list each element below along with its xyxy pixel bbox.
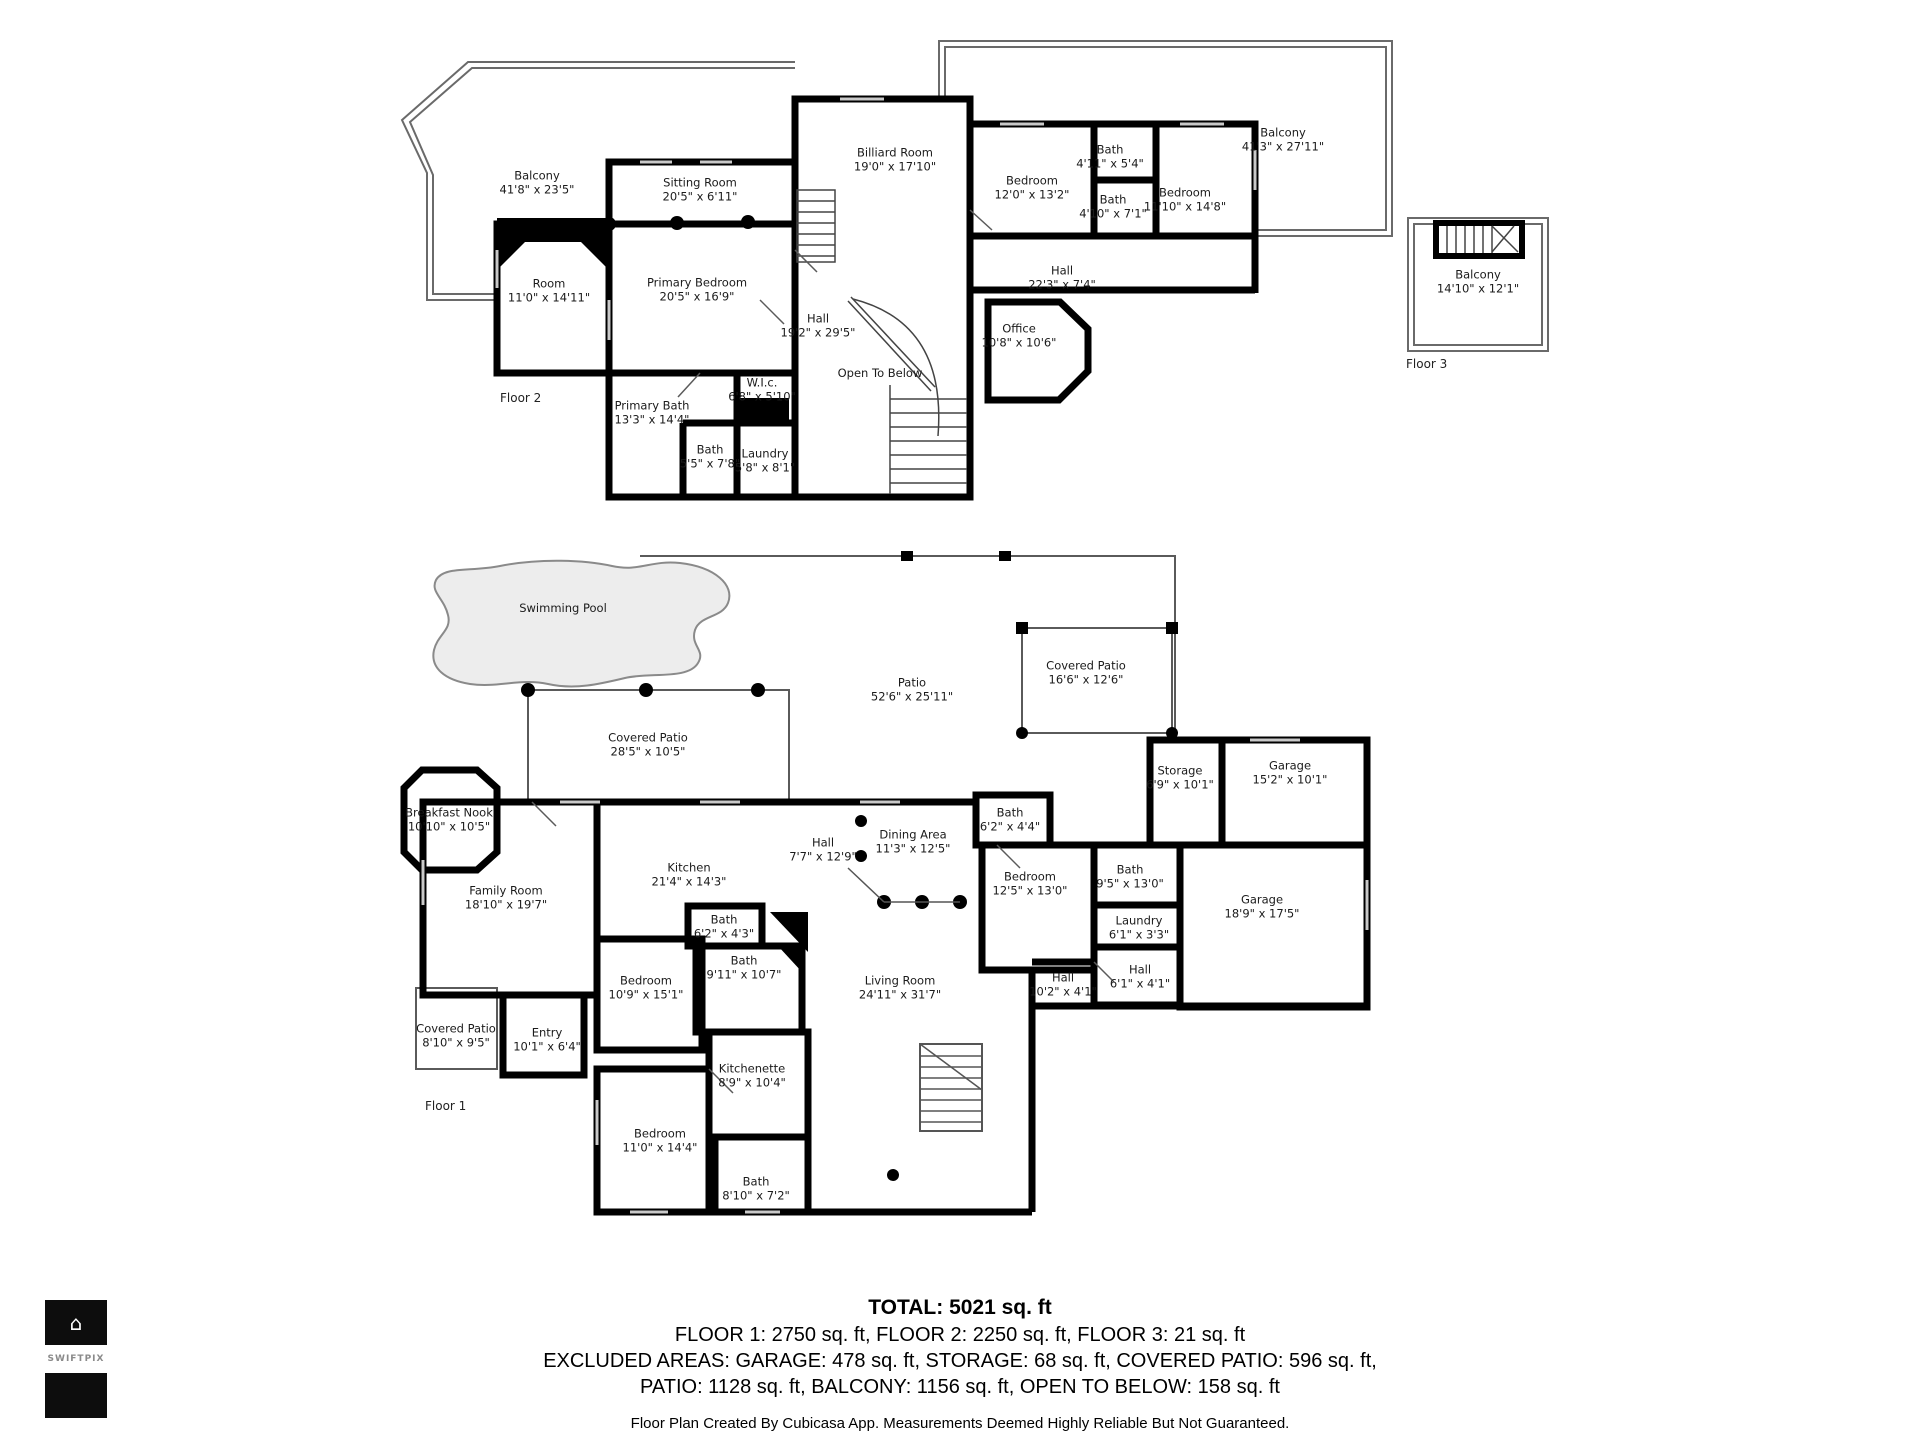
room-label: Living Room 24'11" x 31'7" [858, 973, 942, 1002]
room-label: Room 11'0" x 14'11" [507, 276, 591, 305]
room-label: Family Room 18'10" x 19'7" [464, 883, 548, 912]
room-label: Bedroom 10'9" x 15'1" [608, 973, 684, 1002]
total-area-text: TOTAL: 5021 sq. ft [868, 1296, 1052, 1319]
room-label: Sitting Room 20'5" x 6'11" [662, 175, 738, 204]
room-label: Patio 52'6" x 25'11" [870, 675, 954, 704]
area-summary [543, 1296, 1377, 1432]
room-label: Garage 18'9" x 17'5" [1224, 892, 1300, 921]
room-label: Bath 9'11" x 10'7" [706, 953, 782, 982]
room-label: Bath 5'5" x 7'8" [679, 442, 741, 471]
room-label: Storage 6'9" x 10'1" [1146, 763, 1214, 792]
room-label: Covered Patio 16'6" x 12'6" [1046, 658, 1126, 687]
floor3-outline [1408, 218, 1548, 351]
floor-tag: Floor 3 [1406, 357, 1448, 371]
room-label: Primary Bedroom 20'5" x 16'9" [646, 275, 748, 304]
room-label: Balcony 41'8" x 23'5" [499, 168, 575, 197]
room-label: Hall 10'2" x 4'1" [1029, 970, 1097, 999]
house-icon: ⌂ [69, 1310, 83, 1335]
excluded-areas-text-2: PATIO: 1128 sq. ft, BALCONY: 1156 sq. ft, OPEN TO BELOW: 158 sq. ft [640, 1376, 1280, 1398]
room-label: Primary Bath 13'3" x 14'4" [614, 398, 690, 427]
room-label: Hall 19'2" x 29'5" [780, 311, 856, 340]
room-label: Open To Below [837, 365, 923, 380]
room-label: Entry 10'1" x 6'4" [513, 1025, 581, 1054]
room-label: Covered Patio 28'5" x 10'5" [608, 730, 688, 759]
room-label: Bath 6'2" x 4'4" [979, 805, 1041, 834]
floor1-walls [404, 740, 1367, 1212]
logo-square-top [45, 1300, 107, 1345]
room-label: Breakfast Nook 10'10" x 10'5" [405, 805, 493, 834]
swiftpix-logo [45, 1300, 107, 1418]
floor2-stairs [797, 190, 967, 494]
room-label: Office 10'8" x 10'6" [981, 321, 1057, 350]
room-label: Bedroom 12'5" x 13'0" [992, 869, 1068, 898]
floor-tag: Floor 2 [500, 391, 542, 405]
room-label: Swimming Pool [519, 600, 607, 615]
logo-text: SWIFTPIX [47, 1354, 105, 1364]
room-label: Bath 6'2" x 4'3" [693, 912, 755, 941]
logo-square-bottom [45, 1373, 107, 1418]
floor2-solid-details [497, 215, 789, 423]
floor-areas-text: FLOOR 1: 2750 sq. ft, FLOOR 2: 2250 sq. ft, FLOOR 3: 21 sq. ft [674, 1324, 1246, 1346]
floor2-walls [497, 99, 1255, 497]
room-label: Kitchen 21'4" x 14'3" [651, 860, 727, 889]
credit-text: Floor Plan Created By Cubicasa App. Measurements Deemed Highly Reliable But Not Guaranteed. [630, 1415, 1290, 1432]
floor2-balcony-outline [402, 41, 1392, 300]
room-label: Laundry 6'1" x 3'3" [1108, 913, 1170, 942]
room-label: Bath 8'10" x 7'2" [722, 1174, 790, 1203]
floor3-stairs [1436, 223, 1522, 256]
room-label: Billiard Room 19'0" x 17'10" [853, 145, 937, 174]
swimming-pool-shape [433, 561, 729, 687]
room-label: Bath 9'5" x 13'0" [1096, 862, 1164, 891]
room-label: Bedroom 11'10" x 14'8" [1143, 185, 1227, 214]
floor-tag: Floor 1 [425, 1099, 467, 1113]
room-label: Hall 7'7" x 12'9" [789, 835, 857, 864]
room-label: Bedroom 12'0" x 13'2" [994, 173, 1070, 202]
room-label: Bath 4'11" x 5'4" [1076, 142, 1144, 171]
room-label: Hall 22'3" x 7'4" [1028, 263, 1096, 292]
excluded-areas-text: EXCLUDED AREAS: GARAGE: 478 sq. ft, STORAGE: 68 sq. ft, COVERED PATIO: 596 sq. ft, [543, 1350, 1377, 1372]
room-label: Bath 4'10" x 7'1" [1079, 192, 1147, 221]
room-label: Kitchenette 8'9" x 10'4" [718, 1061, 786, 1090]
room-label: W.I.c. 6'8" x 5'10" [728, 375, 796, 404]
room-label: Dining Area 11'3" x 12'5" [875, 827, 951, 856]
room-label: Balcony 41'3" x 27'11" [1241, 125, 1325, 154]
room-label: Laundry 5'8" x 8'1" [734, 446, 796, 475]
room-label: Covered Patio 8'10" x 9'5" [416, 1021, 496, 1050]
room-label: Balcony 14'10" x 12'1" [1436, 267, 1520, 296]
room-label: Garage 15'2" x 10'1" [1252, 758, 1328, 787]
room-label: Bedroom 11'0" x 14'4" [622, 1126, 698, 1155]
room-label: Hall 6'1" x 4'1" [1109, 962, 1171, 991]
